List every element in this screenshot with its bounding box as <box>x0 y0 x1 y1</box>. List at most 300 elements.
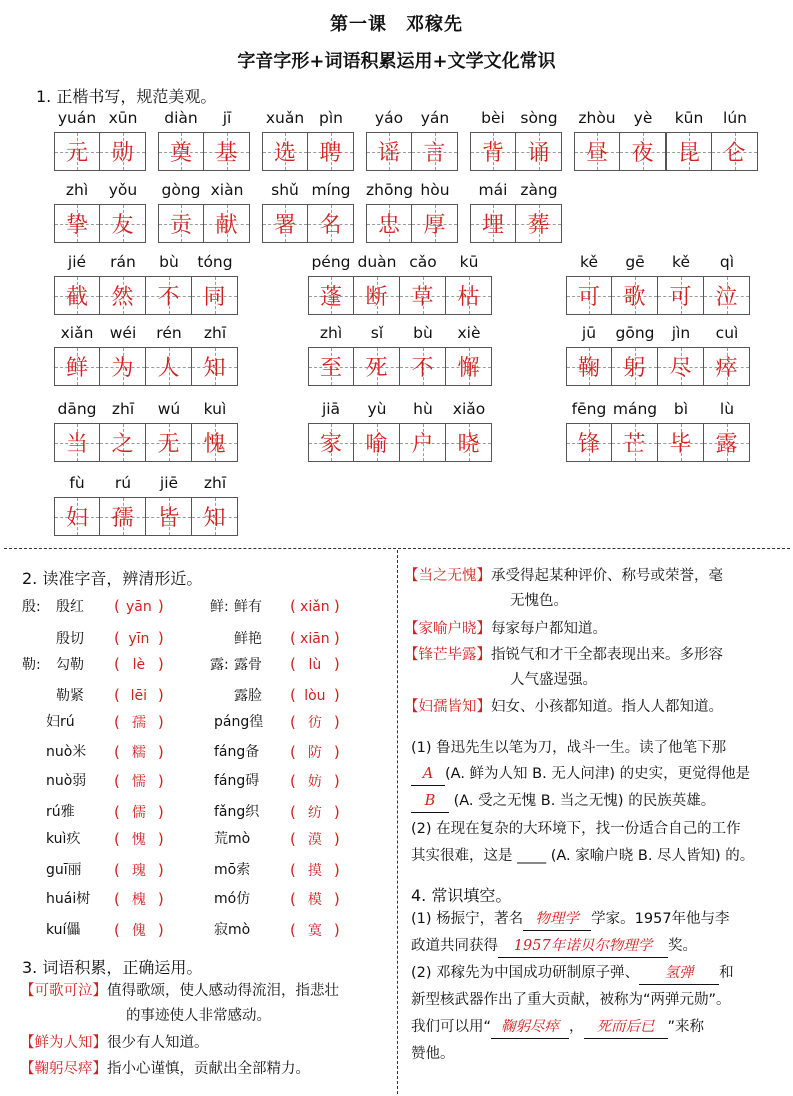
idiom-term: 鲜为人知 <box>34 1035 93 1051</box>
tianzige-box <box>446 347 492 386</box>
answer-paren: ( 模 ) <box>290 890 340 908</box>
tianzige-box <box>100 423 146 462</box>
tianzige-box <box>146 423 192 462</box>
pinyin-label: bù <box>413 324 433 342</box>
idiom-meaning: 指锐气和才干全都表现出来。多形容 <box>491 647 723 663</box>
idiom-definition: 【鞠躬尽瘁】指小心谨慎，贡献出全部精力。 <box>20 1061 310 1077</box>
answer-paren: ( 漠 ) <box>290 830 340 848</box>
word-group <box>158 180 250 243</box>
word-group <box>158 108 250 171</box>
handwritten-char: 名 <box>319 213 342 238</box>
pinyin-label: mái <box>478 181 508 199</box>
word-prompt: fáng碍 <box>214 773 260 789</box>
handwritten-char: 芒 <box>623 432 646 457</box>
answer-value: 瑰 <box>131 863 146 879</box>
tianzige-box <box>366 132 412 171</box>
q1-line2: A (A. 鲜为人知 B. 无人问津) 的史实，更觉得他是 <box>411 763 750 786</box>
pinyin-label: yù <box>367 400 387 418</box>
section2-heading: 2. 读准字音，辨清形近。 <box>22 569 203 588</box>
tianzige-box <box>54 423 100 462</box>
handwritten-char: 埋 <box>481 213 504 238</box>
tianzige-box <box>412 204 458 243</box>
vertical-divider <box>397 550 398 1094</box>
answer-paren: ( 糯 ) <box>114 743 164 761</box>
pinyin-label: fù <box>69 474 85 492</box>
tianzige-box <box>308 204 354 243</box>
answer-value: 寞 <box>307 923 322 939</box>
tianzige-box <box>54 347 100 386</box>
handwritten-char: 友 <box>111 213 134 238</box>
word-group <box>308 399 492 462</box>
word-prompt: 荒mò <box>214 831 251 847</box>
answer-value: 傀 <box>131 923 146 939</box>
handwritten-char: 诵 <box>527 141 550 166</box>
pinyin-label: kuì <box>203 400 227 418</box>
handwritten-char: 露 <box>715 432 738 457</box>
tianzige-box <box>620 132 666 171</box>
polyphone-head: 殷: <box>22 599 41 615</box>
answer-paren: ( 愧 ) <box>114 830 164 848</box>
section4-heading: 4. 常识填空。 <box>411 886 512 905</box>
handwritten-char: 谣 <box>377 141 400 166</box>
pinyin-label: cuì <box>715 324 739 342</box>
word-prompt: kuí儡 <box>46 922 81 938</box>
answer-paren: ( 防 ) <box>290 743 340 761</box>
pinyin-label: yuán <box>57 109 97 127</box>
answer-paren: ( 槐 ) <box>114 890 164 908</box>
pinyin-label: xiàn <box>210 181 244 199</box>
tianzige-box <box>262 204 308 243</box>
answer-value: 儒 <box>131 805 146 821</box>
answer-value: yān <box>125 599 152 615</box>
answer-value: lè <box>132 657 146 673</box>
handwritten-char: 蓬 <box>319 285 342 310</box>
handwritten-char: 喻 <box>365 432 388 457</box>
tianzige-box <box>54 276 100 315</box>
tianzige-box <box>612 276 658 315</box>
idiom-definition: 【锋芒毕露】指锐气和才干全都表现出来。多形容 <box>404 647 723 663</box>
tianzige-box <box>470 204 516 243</box>
pinyin-label: jū <box>581 324 597 342</box>
tianzige-box <box>204 132 250 171</box>
answer-value: 防 <box>307 745 322 761</box>
word-group <box>308 252 492 315</box>
tianzige-box <box>308 132 354 171</box>
pinyin-label: jī <box>222 109 232 127</box>
handwritten-char: 无 <box>157 432 180 457</box>
idiom-definition: 【鲜为人知】很少有人知道。 <box>20 1035 209 1051</box>
q1-line3: B (A. 受之无愧 B. 当之无愧) 的民族英雄。 <box>411 790 715 813</box>
pinyin-label: zhī <box>203 324 227 342</box>
tianzige-box <box>574 132 620 171</box>
answer-paren: ( yīn ) <box>114 629 164 647</box>
word-prompt: 寂mò <box>214 922 251 938</box>
tianzige-box <box>192 423 238 462</box>
handwritten-char: 昆 <box>677 141 700 166</box>
answer-value: 摸 <box>307 863 322 879</box>
handwritten-char: 懈 <box>457 356 480 381</box>
handwritten-char: 葬 <box>527 213 550 238</box>
handwritten-char: 仑 <box>723 141 746 166</box>
idiom-meaning: 很少有人知道。 <box>107 1035 209 1051</box>
handwritten-char: 厚 <box>423 213 446 238</box>
word-prompt: huái树 <box>46 891 91 907</box>
s4-q1-line1: (1) 杨振宁，著名 物理学 学家。1957年他与李 <box>411 908 730 931</box>
pinyin-label: hù <box>413 400 433 418</box>
tianzige-box <box>204 204 250 243</box>
pinyin-label: wéi <box>109 324 137 342</box>
idiom-meaning-cont: 的事迹使人非常感动。 <box>126 1008 271 1024</box>
handwritten-char: 夜 <box>631 141 654 166</box>
idiom-term: 家喻户晓 <box>418 621 477 637</box>
word-group <box>470 108 562 171</box>
tianzige-box <box>566 276 612 315</box>
tianzige-box <box>308 423 354 462</box>
q1-line1: (1) 鲁迅先生以笔为刀，战斗一生。读了他笔下那 <box>411 740 727 756</box>
polyphone-head: 露: <box>210 657 229 673</box>
pinyin-label: shǔ <box>271 181 299 199</box>
tianzige-box <box>412 132 458 171</box>
tianzige-box <box>516 204 562 243</box>
handwritten-char: 至 <box>319 356 342 381</box>
answer-value: 糯 <box>131 745 146 761</box>
q1-answer2: B <box>411 790 449 813</box>
pinyin-label: péng <box>311 253 351 271</box>
word-prompt: 勾勒 <box>56 657 84 673</box>
tianzige-box <box>100 204 146 243</box>
word-group <box>54 473 238 536</box>
answer-paren: ( 摸 ) <box>290 861 340 879</box>
handwritten-char: 言 <box>423 141 446 166</box>
tianzige-box <box>470 132 516 171</box>
tianzige-box <box>308 276 354 315</box>
word-group <box>666 108 758 171</box>
pinyin-label: pìn <box>319 109 343 127</box>
answer-paren: ( 纺 ) <box>290 803 340 821</box>
handwritten-char: 可 <box>577 285 600 310</box>
answer-value: 漠 <box>307 832 322 848</box>
word-group <box>308 323 492 386</box>
answer-value: 妨 <box>307 774 322 790</box>
pinyin-label: míng <box>311 181 351 199</box>
pinyin-label: jiē <box>159 474 179 492</box>
pinyin-label: zhòu <box>578 109 616 127</box>
tianzige-box <box>146 276 192 315</box>
pinyin-label: zhī <box>203 474 227 492</box>
word-prompt: mō索 <box>214 862 251 878</box>
answer-value: 孺 <box>131 715 146 731</box>
handwritten-char: 为 <box>111 356 134 381</box>
word-prompt: fǎng织 <box>214 804 260 820</box>
tianzige-box <box>658 347 704 386</box>
pinyin-label: xuǎn <box>265 109 305 127</box>
word-prompt: mó仿 <box>214 891 251 907</box>
tianzige-box <box>612 347 658 386</box>
pinyin-label: kū <box>459 253 479 271</box>
pinyin-label: rán <box>110 253 136 271</box>
word-group <box>566 399 750 462</box>
answer-paren: ( 寞 ) <box>290 921 340 939</box>
idiom-meaning-cont: 无愧色。 <box>510 593 568 609</box>
handwritten-char: 截 <box>65 285 88 310</box>
pinyin-label: jìn <box>671 324 691 342</box>
pinyin-label: gōng <box>615 324 655 342</box>
tianzige-box <box>354 276 400 315</box>
idiom-term: 妇孺皆知 <box>418 699 477 715</box>
idiom-meaning: 每家每户都知道。 <box>491 621 607 637</box>
word-prompt: 露骨 <box>234 657 262 673</box>
tianzige-box <box>158 132 204 171</box>
handwritten-char: 户 <box>411 432 434 457</box>
s4-q1-line2: 政道共同获得 1957年诺贝尔物理学 奖。 <box>411 935 697 958</box>
answer-value: lēi <box>130 688 148 704</box>
s4-q2-line3: 我们可以用“ 鞠躬尽瘁 ， 死而后已 ”来称 <box>411 1016 704 1039</box>
tianzige-box <box>146 347 192 386</box>
word-prompt: 鲜有 <box>234 599 262 615</box>
word-group <box>566 323 750 386</box>
handwritten-char: 瘁 <box>715 356 738 381</box>
tianzige-box <box>612 423 658 462</box>
handwritten-char: 署 <box>273 213 296 238</box>
word-prompt: 妇rú <box>46 714 75 730</box>
tianzige-box <box>400 423 446 462</box>
word-group <box>366 180 458 243</box>
word-group <box>54 399 238 462</box>
tianzige-box <box>54 204 100 243</box>
idiom-definition: 【可歌可泣】值得歌颂，使人感动得流泪，指悲壮 <box>20 983 339 999</box>
idiom-meaning: 承受得起某种评价、称号或荣誉，毫 <box>491 568 723 584</box>
handwritten-char: 尽 <box>669 356 692 381</box>
pinyin-label: xiè <box>457 324 481 342</box>
tianzige-box <box>158 204 204 243</box>
tianzige-box <box>100 497 146 536</box>
tianzige-box <box>192 276 238 315</box>
answer-paren: ( lù ) <box>290 655 340 673</box>
idiom-term: 锋芒毕露 <box>418 647 477 663</box>
pinyin-label: rú <box>114 474 132 492</box>
handwritten-char: 可 <box>669 285 692 310</box>
word-prompt: nuò米 <box>46 744 87 760</box>
lesson-title: 第一课 邓稼先 <box>330 14 463 35</box>
idiom-term: 可歌可泣 <box>34 983 93 999</box>
handwritten-char: 勋 <box>111 141 134 166</box>
tianzige-box <box>262 132 308 171</box>
handwritten-char: 枯 <box>457 285 480 310</box>
pinyin-label: yán <box>420 109 450 127</box>
idiom-definition: 【家喻户晓】每家每户都知道。 <box>404 621 607 637</box>
handwritten-char: 基 <box>215 141 238 166</box>
handwritten-char: 忠 <box>377 213 400 238</box>
handwritten-char: 同 <box>203 285 226 310</box>
s4-q1-answer1: 物理学 <box>523 908 591 931</box>
word-prompt: 露脸 <box>234 688 262 704</box>
answer-paren: ( 儒 ) <box>114 803 164 821</box>
answer-value: yīn <box>128 631 150 647</box>
word-prompt: rú雅 <box>46 804 75 820</box>
idiom-meaning: 妇女、小孩都知道。指人人都知道。 <box>491 699 723 715</box>
answer-value: lù <box>308 657 322 673</box>
answer-paren: ( xiǎn ) <box>290 597 340 615</box>
tianzige-box <box>400 276 446 315</box>
pinyin-label: kūn <box>674 109 704 127</box>
pinyin-label: xūn <box>108 109 138 127</box>
idiom-term: 当之无愧 <box>418 568 477 584</box>
answer-paren: ( 妨 ) <box>290 772 340 790</box>
pinyin-label: sòng <box>520 109 558 127</box>
horizontal-divider <box>4 548 790 549</box>
word-prompt: páng徨 <box>214 714 264 730</box>
pinyin-label: jiā <box>321 400 341 418</box>
s4-q1-answer2: 1957年诺贝尔物理学 <box>498 935 668 958</box>
handwritten-char: 鲜 <box>65 356 88 381</box>
tianzige-box <box>192 347 238 386</box>
tianzige-box <box>658 276 704 315</box>
handwritten-char: 死 <box>365 356 388 381</box>
tianzige-box <box>192 497 238 536</box>
handwritten-char: 知 <box>203 506 226 531</box>
tianzige-box <box>446 423 492 462</box>
answer-paren: ( 孺 ) <box>114 713 164 731</box>
handwritten-char: 鞠 <box>577 356 600 381</box>
pinyin-label: kě <box>580 253 598 271</box>
word-group <box>54 252 238 315</box>
handwritten-char: 不 <box>411 356 434 381</box>
answer-value: 纺 <box>307 805 322 821</box>
handwritten-char: 断 <box>365 285 388 310</box>
word-prompt: fáng备 <box>214 744 260 760</box>
handwritten-char: 毕 <box>669 432 692 457</box>
tianzige-box <box>366 204 412 243</box>
word-group <box>366 108 458 171</box>
handwritten-char: 之 <box>111 432 134 457</box>
answer-paren: ( 瑰 ) <box>114 861 164 879</box>
lesson-subtitle: 字音字形+词语积累运用+文学文化常识 <box>237 51 556 72</box>
q2-line1: (2) 在现在复杂的大环境下，找一份适合自己的工作 <box>411 821 741 837</box>
word-prompt: 殷红 <box>56 599 84 615</box>
pinyin-label: duàn <box>357 253 397 271</box>
handwritten-char: 选 <box>273 141 296 166</box>
pinyin-label: zhōng <box>366 181 414 199</box>
tianzige-box <box>658 423 704 462</box>
word-group <box>262 108 354 171</box>
idiom-meaning-cont: 人气盛逞强。 <box>510 672 597 688</box>
s4-q2-answer2: 鞠躬尽瘁 <box>491 1016 569 1039</box>
pinyin-label: yáo <box>374 109 404 127</box>
word-prompt: guī丽 <box>46 862 82 878</box>
handwritten-char: 皆 <box>157 506 180 531</box>
handwritten-char: 锋 <box>577 432 600 457</box>
tianzige-box <box>666 132 712 171</box>
answer-paren: ( 彷 ) <box>290 713 340 731</box>
idiom-meaning: 值得歌颂，使人感动得流泪，指悲壮 <box>107 983 339 999</box>
handwritten-char: 歌 <box>623 285 646 310</box>
tianzige-box <box>354 347 400 386</box>
pinyin-label: kě <box>672 253 690 271</box>
s4-q2-answer1: 氢弹 <box>639 962 719 985</box>
tianzige-box <box>54 132 100 171</box>
s4-q2-answer3: 死而后已 <box>584 1016 668 1039</box>
handwritten-char: 家 <box>319 432 342 457</box>
pinyin-label: zhì <box>319 324 343 342</box>
answer-value: 模 <box>307 892 322 908</box>
handwritten-char: 晓 <box>457 432 480 457</box>
handwritten-char: 愧 <box>203 432 226 457</box>
idiom-term: 鞠躬尽瘁 <box>34 1061 93 1077</box>
s4-q2-line1: (2) 邓稼先为中国成功研制原子弹、 氢弹 和 <box>411 962 734 985</box>
answer-paren: ( 傀 ) <box>114 921 164 939</box>
handwritten-char: 当 <box>65 432 88 457</box>
answer-value: lòu <box>304 688 326 704</box>
handwritten-char: 奠 <box>169 141 192 166</box>
pinyin-label: cǎo <box>409 253 437 271</box>
handwritten-char: 人 <box>157 356 180 381</box>
pinyin-label: lún <box>723 109 747 127</box>
tianzige-box <box>100 276 146 315</box>
polyphone-head: 勒: <box>22 657 41 673</box>
section1-heading: 1. 正楷书写，规范美观。 <box>36 87 217 106</box>
answer-paren: ( lòu ) <box>290 686 340 704</box>
tianzige-box <box>566 347 612 386</box>
pinyin-label: rén <box>156 324 182 342</box>
pinyin-label: wú <box>157 400 181 418</box>
q1-answer1: A <box>411 763 445 786</box>
pinyin-label: zàng <box>520 181 558 199</box>
s4-q2-line4: 赞他。 <box>411 1046 455 1062</box>
pinyin-label: hòu <box>420 181 450 199</box>
handwritten-char: 然 <box>111 285 134 310</box>
word-prompt: 殷切 <box>56 631 84 647</box>
answer-value: 槐 <box>131 892 146 908</box>
pinyin-label: qì <box>719 253 735 271</box>
word-group <box>54 180 146 243</box>
word-prompt: 勒紧 <box>56 688 84 704</box>
answer-paren: ( lēi ) <box>114 686 164 704</box>
tianzige-box <box>566 423 612 462</box>
word-prompt: kuì疚 <box>46 831 81 847</box>
tianzige-box <box>704 347 750 386</box>
pinyin-label: zhì <box>65 181 89 199</box>
word-group <box>54 323 238 386</box>
word-group <box>566 252 750 315</box>
word-prompt: 鲜艳 <box>234 631 262 647</box>
q2-line2: 其实很难，这是 ____ (A. 家喻户晓 B. 尽人皆知) 的。 <box>411 848 755 864</box>
pinyin-label: bì <box>673 400 689 418</box>
answer-value: 愧 <box>131 832 146 848</box>
tianzige-box <box>704 423 750 462</box>
polyphone-head: 鲜: <box>210 599 229 615</box>
handwritten-char: 泣 <box>715 285 738 310</box>
handwritten-char: 挚 <box>65 213 88 238</box>
word-group <box>470 180 562 243</box>
handwritten-char: 聘 <box>319 141 342 166</box>
tianzige-box <box>400 347 446 386</box>
handwritten-char: 孺 <box>111 506 134 531</box>
pinyin-label: xiǎo <box>452 400 486 418</box>
answer-paren: ( 懦 ) <box>114 772 164 790</box>
pinyin-label: bèi <box>481 109 505 127</box>
word-prompt: nuò弱 <box>46 773 87 789</box>
answer-paren: ( xiān ) <box>290 629 340 647</box>
answer-value: 彷 <box>307 715 322 731</box>
section3-heading: 3. 词语积累，正确运用。 <box>22 958 203 977</box>
pinyin-label: gòng <box>161 181 201 199</box>
tianzige-box <box>446 276 492 315</box>
tianzige-box <box>146 497 192 536</box>
handwritten-char: 献 <box>215 213 238 238</box>
pinyin-label: yè <box>633 109 653 127</box>
idiom-definition: 【妇孺皆知】妇女、小孩都知道。指人人都知道。 <box>404 699 723 715</box>
s4-q2-line2: 新型核武器作出了重大贡献，被称为“两弹元勋”。 <box>411 992 731 1008</box>
